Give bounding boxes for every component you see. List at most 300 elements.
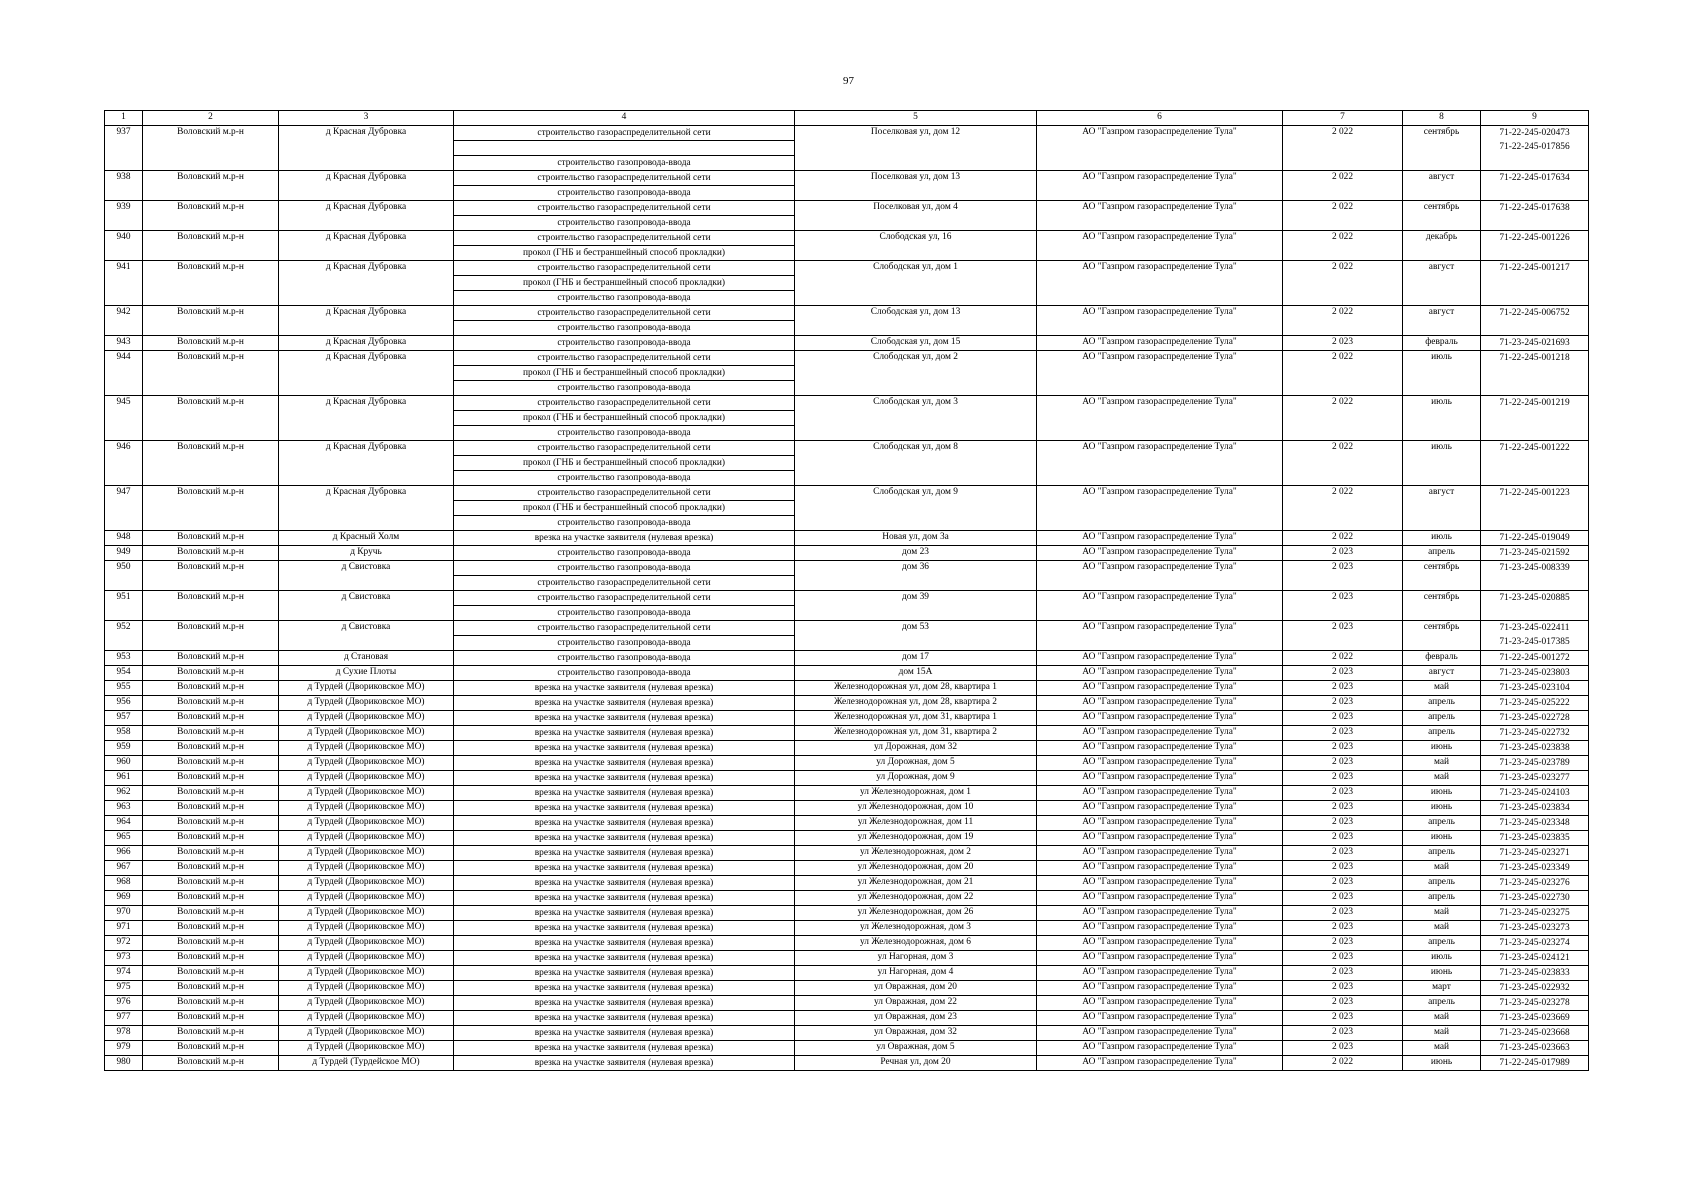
request-number-cell (1481, 921, 1589, 936)
table-row (105, 261, 1589, 306)
address-cell: Поселковая ул, дом 13 (795, 171, 1037, 201)
table-row (105, 681, 1589, 696)
work-item: прокол (ГНБ и бестраншейный способ прокладки) (454, 365, 794, 380)
work-item: врезка на участке заявителя (нулевая врезка) (534, 938, 714, 948)
table-row (105, 996, 1589, 1011)
work-item: строительство газораспределительной сети (537, 128, 711, 138)
organization-cell: АО "Газпром газораспределение Тула" (1037, 441, 1283, 486)
locality-cell: д Сухие Плоты (279, 666, 454, 681)
address-cell: ул Нагорная, дом 4 (795, 966, 1037, 981)
year-cell: 2 022 (1283, 396, 1403, 441)
year-cell: 2 023 (1283, 756, 1403, 771)
year-cell: 2 022 (1283, 201, 1403, 231)
locality-cell: д Свистовка (279, 561, 454, 591)
month-cell: июнь (1403, 966, 1481, 981)
locality-cell: д Кручь (279, 546, 454, 561)
district-cell: Воловский м.р-н (143, 1041, 279, 1056)
district-cell: Воловский м.р-н (143, 726, 279, 741)
district-cell: Воловский м.р-н (143, 396, 279, 441)
year-cell: 2 023 (1283, 846, 1403, 861)
month-cell: май (1403, 1041, 1481, 1056)
page-number: 97 (843, 75, 854, 87)
request-number-cell (1481, 786, 1589, 801)
column-header: 1 (105, 111, 143, 126)
month-cell: май (1403, 756, 1481, 771)
district-cell: Воловский м.р-н (143, 546, 279, 561)
works-cell (454, 546, 795, 561)
work-item: врезка на участке заявителя (нулевая врезка) (534, 683, 714, 693)
month-cell: июнь (1403, 741, 1481, 756)
district-cell: Воловский м.р-н (143, 1056, 279, 1071)
works-cell (454, 651, 795, 666)
organization-cell: АО "Газпром газораспределение Тула" (1037, 936, 1283, 951)
row-number-cell: 961 (105, 771, 143, 786)
table-row (105, 936, 1589, 951)
request-number-cell (1481, 771, 1589, 786)
row-number-cell: 946 (105, 441, 143, 486)
request-number-cell (1481, 831, 1589, 846)
organization-cell: АО "Газпром газораспределение Тула" (1037, 921, 1283, 936)
table-row (105, 951, 1589, 966)
month-cell: август (1403, 486, 1481, 531)
work-item: строительство газопровода-ввода (557, 668, 691, 678)
work-item: прокол (ГНБ и бестраншейный способ прокладки) (454, 455, 794, 470)
work-item: строительство газораспределительной сети (537, 623, 711, 633)
column-header: 5 (795, 111, 1037, 126)
work-item: строительство газораспределительной сети (537, 398, 711, 408)
row-number-cell: 972 (105, 936, 143, 951)
row-number-cell: 952 (105, 621, 143, 651)
work-item: строительство газопровода-ввода (454, 635, 794, 650)
district-cell: Воловский м.р-н (143, 261, 279, 306)
month-cell: июнь (1403, 831, 1481, 846)
organization-cell: АО "Газпром газораспределение Тула" (1037, 981, 1283, 996)
column-number-header-row (105, 111, 1589, 126)
year-cell: 2 022 (1283, 351, 1403, 396)
address-cell: ул Железнодорожная, дом 2 (795, 846, 1037, 861)
work-item: строительство газораспределительной сети (537, 353, 711, 363)
organization-cell: АО "Газпром газораспределение Тула" (1037, 591, 1283, 621)
work-item: строительство газопровода-ввода (557, 653, 691, 663)
row-number-cell: 977 (105, 1011, 143, 1026)
request-number-cell (1481, 726, 1589, 741)
row-number-cell: 942 (105, 306, 143, 336)
district-cell: Воловский м.р-н (143, 561, 279, 591)
year-cell: 2 022 (1283, 306, 1403, 336)
request-number: 71-23-245-023271 (1499, 848, 1570, 858)
request-number-cell (1481, 591, 1589, 621)
request-number: 71-23-245-021592 (1499, 548, 1570, 558)
request-number: 71-23-245-022732 (1499, 728, 1570, 738)
table-row (105, 696, 1589, 711)
works-cell (454, 1041, 795, 1056)
work-item: строительство газопровода-ввода (454, 155, 794, 170)
request-number: 71-23-245-021693 (1499, 338, 1570, 348)
table-row (105, 816, 1589, 831)
works-cell (454, 906, 795, 921)
request-number-cell (1481, 336, 1589, 351)
works-cell (454, 1056, 795, 1071)
district-cell: Воловский м.р-н (143, 966, 279, 981)
works-cell (454, 981, 795, 996)
address-cell: дом 36 (795, 561, 1037, 591)
request-number: 71-23-245-023838 (1499, 743, 1570, 753)
request-number: 71-23-245-020885 (1499, 593, 1570, 603)
district-cell: Воловский м.р-н (143, 651, 279, 666)
month-cell: сентябрь (1403, 561, 1481, 591)
work-item: врезка на участке заявителя (нулевая врезка) (534, 863, 714, 873)
locality-cell: д Красная Дубровка (279, 441, 454, 486)
request-number: 71-23-245-022932 (1499, 983, 1570, 993)
district-cell: Воловский м.р-н (143, 741, 279, 756)
request-number-cell (1481, 396, 1589, 441)
district-cell: Воловский м.р-н (143, 351, 279, 396)
address-cell: ул Железнодорожная, дом 19 (795, 831, 1037, 846)
row-number-cell: 950 (105, 561, 143, 591)
request-number: 71-23-245-024121 (1499, 953, 1570, 963)
organization-cell: АО "Газпром газораспределение Тула" (1037, 336, 1283, 351)
request-number-cell (1481, 756, 1589, 771)
address-cell: ул Железнодорожная, дом 22 (795, 891, 1037, 906)
organization-cell: АО "Газпром газораспределение Тула" (1037, 666, 1283, 681)
organization-cell: АО "Газпром газораспределение Тула" (1037, 1056, 1283, 1071)
row-number-cell: 954 (105, 666, 143, 681)
district-cell: Воловский м.р-н (143, 591, 279, 621)
request-number-cell (1481, 441, 1589, 486)
work-item: строительство газораспределительной сети (537, 488, 711, 498)
district-cell: Воловский м.р-н (143, 786, 279, 801)
locality-cell: д Турдей (Двориковское МО) (279, 966, 454, 981)
locality-cell: д Турдей (Двориковское МО) (279, 771, 454, 786)
address-cell: ул Дорожная, дом 9 (795, 771, 1037, 786)
year-cell: 2 022 (1283, 261, 1403, 306)
row-number-cell: 940 (105, 231, 143, 261)
month-cell: июль (1403, 441, 1481, 486)
table-row (105, 306, 1589, 336)
district-cell: Воловский м.р-н (143, 846, 279, 861)
organization-cell: АО "Газпром газораспределение Тула" (1037, 786, 1283, 801)
table-row (105, 921, 1589, 936)
request-number: 71-23-245-023349 (1499, 863, 1570, 873)
works-cell (454, 801, 795, 816)
month-cell: апрель (1403, 876, 1481, 891)
locality-cell: д Турдей (Двориковское МО) (279, 711, 454, 726)
request-number: 71-23-245-023273 (1499, 923, 1570, 933)
work-item: врезка на участке заявителя (нулевая врезка) (534, 878, 714, 888)
column-header: 6 (1037, 111, 1283, 126)
request-number-cell (1481, 816, 1589, 831)
work-item: врезка на участке заявителя (нулевая врезка) (534, 1013, 714, 1023)
district-cell: Воловский м.р-н (143, 531, 279, 546)
month-cell: апрель (1403, 936, 1481, 951)
table-row (105, 1041, 1589, 1056)
organization-cell: АО "Газпром газораспределение Тула" (1037, 1011, 1283, 1026)
row-number-cell: 941 (105, 261, 143, 306)
district-cell: Воловский м.р-н (143, 126, 279, 171)
year-cell: 2 023 (1283, 921, 1403, 936)
works-cell (454, 1011, 795, 1026)
address-cell: Слободская ул, дом 9 (795, 486, 1037, 531)
works-cell (454, 336, 795, 351)
locality-cell: д Красная Дубровка (279, 396, 454, 441)
request-number: 71-23-245-017385 (1499, 637, 1570, 647)
works-cell (454, 561, 795, 591)
row-number-cell: 960 (105, 756, 143, 771)
month-cell: апрель (1403, 546, 1481, 561)
organization-cell: АО "Газпром газораспределение Тула" (1037, 621, 1283, 651)
year-cell: 2 023 (1283, 591, 1403, 621)
row-number-cell: 968 (105, 876, 143, 891)
request-number: 71-22-245-017638 (1499, 203, 1570, 213)
year-cell: 2 023 (1283, 621, 1403, 651)
works-cell (454, 396, 795, 441)
works-cell (454, 876, 795, 891)
work-item: прокол (ГНБ и бестраншейный способ прокладки) (454, 275, 794, 290)
district-cell: Воловский м.р-н (143, 801, 279, 816)
year-cell: 2 023 (1283, 1011, 1403, 1026)
organization-cell: АО "Газпром газораспределение Тула" (1037, 1041, 1283, 1056)
month-cell: август (1403, 171, 1481, 201)
month-cell: сентябрь (1403, 621, 1481, 651)
request-number: 71-22-245-001226 (1499, 233, 1570, 243)
works-cell (454, 531, 795, 546)
work-item: строительство газораспределительной сети (537, 308, 711, 318)
request-number-cell (1481, 201, 1589, 231)
address-cell: Слободская ул, дом 2 (795, 351, 1037, 396)
month-cell: август (1403, 666, 1481, 681)
request-number-cell (1481, 1041, 1589, 1056)
table-row (105, 846, 1589, 861)
table-row (105, 771, 1589, 786)
request-number: 71-23-245-023833 (1499, 968, 1570, 978)
address-cell: Речная ул, дом 20 (795, 1056, 1037, 1071)
request-number: 71-23-245-023277 (1499, 773, 1570, 783)
address-cell: ул Овражная, дом 20 (795, 981, 1037, 996)
table-row (105, 711, 1589, 726)
year-cell: 2 023 (1283, 966, 1403, 981)
column-header: 3 (279, 111, 454, 126)
locality-cell: д Турдей (Двориковское МО) (279, 951, 454, 966)
request-number: 71-23-245-023668 (1499, 1028, 1570, 1038)
organization-cell: АО "Газпром газораспределение Тула" (1037, 651, 1283, 666)
month-cell: июнь (1403, 1056, 1481, 1071)
organization-cell: АО "Газпром газораспределение Тула" (1037, 876, 1283, 891)
organization-cell: АО "Газпром газораспределение Тула" (1037, 261, 1283, 306)
year-cell: 2 023 (1283, 936, 1403, 951)
works-cell (454, 861, 795, 876)
locality-cell: д Турдей (Двориковское МО) (279, 681, 454, 696)
request-number: 71-23-245-024103 (1499, 788, 1570, 798)
district-cell: Воловский м.р-н (143, 936, 279, 951)
year-cell: 2 023 (1283, 666, 1403, 681)
year-cell: 2 023 (1283, 696, 1403, 711)
year-cell: 2 023 (1283, 1026, 1403, 1041)
district-cell: Воловский м.р-н (143, 831, 279, 846)
month-cell: апрель (1403, 726, 1481, 741)
year-cell: 2 023 (1283, 681, 1403, 696)
row-number-cell: 938 (105, 171, 143, 201)
works-cell (454, 771, 795, 786)
locality-cell: д Красная Дубровка (279, 351, 454, 396)
work-item: строительство газопровода-ввода (557, 548, 691, 558)
year-cell: 2 023 (1283, 951, 1403, 966)
year-cell: 2 022 (1283, 441, 1403, 486)
work-item: строительство газораспределительной сети (537, 233, 711, 243)
organization-cell: АО "Газпром газораспределение Тула" (1037, 351, 1283, 396)
request-number: 71-23-245-023275 (1499, 908, 1570, 918)
table-row (105, 651, 1589, 666)
table-row (105, 831, 1589, 846)
table-row (105, 1011, 1589, 1026)
year-cell: 2 023 (1283, 996, 1403, 1011)
request-number-cell (1481, 261, 1589, 306)
work-item: строительство газопровода-ввода (454, 215, 794, 230)
address-cell: ул Железнодорожная, дом 11 (795, 816, 1037, 831)
month-cell: июль (1403, 351, 1481, 396)
table-row (105, 891, 1589, 906)
request-number-cell (1481, 666, 1589, 681)
year-cell: 2 022 (1283, 171, 1403, 201)
work-item: строительство газопровода-ввода (454, 290, 794, 305)
district-cell: Воловский м.р-н (143, 681, 279, 696)
district-cell: Воловский м.р-н (143, 621, 279, 651)
works-cell (454, 126, 795, 171)
gasification-register-table (104, 110, 1589, 1071)
work-item: строительство газопровода-ввода (454, 320, 794, 335)
work-item: врезка на участке заявителя (нулевая врезка) (534, 1058, 714, 1068)
district-cell: Воловский м.р-н (143, 861, 279, 876)
request-number-cell (1481, 966, 1589, 981)
request-number-cell (1481, 696, 1589, 711)
row-number-cell: 966 (105, 846, 143, 861)
locality-cell: д Турдей (Двориковское МО) (279, 906, 454, 921)
organization-cell: АО "Газпром газораспределение Тула" (1037, 696, 1283, 711)
month-cell: март (1403, 981, 1481, 996)
work-item: врезка на участке заявителя (нулевая врезка) (534, 833, 714, 843)
work-item: врезка на участке заявителя (нулевая врезка) (534, 713, 714, 723)
table-row (105, 531, 1589, 546)
address-cell: ул Овражная, дом 5 (795, 1041, 1037, 1056)
row-number-cell: 976 (105, 996, 143, 1011)
month-cell: май (1403, 1026, 1481, 1041)
year-cell: 2 023 (1283, 801, 1403, 816)
works-cell (454, 441, 795, 486)
request-number: 71-22-245-001223 (1499, 488, 1570, 498)
locality-cell: д Турдей (Двориковское МО) (279, 1041, 454, 1056)
request-number: 71-22-245-017634 (1499, 173, 1570, 183)
district-cell: Воловский м.р-н (143, 441, 279, 486)
table-row (105, 906, 1589, 921)
table-row (105, 171, 1589, 201)
work-item: врезка на участке заявителя (нулевая врезка) (534, 533, 714, 543)
request-number: 71-22-245-001272 (1499, 653, 1570, 663)
work-item: врезка на участке заявителя (нулевая врезка) (534, 968, 714, 978)
year-cell: 2 023 (1283, 561, 1403, 591)
organization-cell: АО "Газпром газораспределение Тула" (1037, 201, 1283, 231)
organization-cell: АО "Газпром газораспределение Тула" (1037, 306, 1283, 336)
locality-cell: д Свистовка (279, 621, 454, 651)
row-number-cell: 980 (105, 1056, 143, 1071)
request-number-cell (1481, 651, 1589, 666)
district-cell: Воловский м.р-н (143, 711, 279, 726)
request-number: 71-23-245-023834 (1499, 803, 1570, 813)
year-cell: 2 023 (1283, 831, 1403, 846)
district-cell: Воловский м.р-н (143, 336, 279, 351)
table-row (105, 441, 1589, 486)
month-cell: февраль (1403, 336, 1481, 351)
address-cell: Слободская ул, дом 1 (795, 261, 1037, 306)
organization-cell: АО "Газпром газораспределение Тула" (1037, 951, 1283, 966)
month-cell: июль (1403, 951, 1481, 966)
works-cell (454, 816, 795, 831)
row-number-cell: 971 (105, 921, 143, 936)
row-number-cell: 939 (105, 201, 143, 231)
year-cell: 2 022 (1283, 486, 1403, 531)
address-cell: ул Железнодорожная, дом 21 (795, 876, 1037, 891)
works-cell (454, 306, 795, 336)
row-number-cell: 973 (105, 951, 143, 966)
request-number-cell (1481, 1011, 1589, 1026)
work-item: строительство газопровода-ввода (454, 185, 794, 200)
locality-cell: д Турдей (Турдейское МО) (279, 1056, 454, 1071)
organization-cell: АО "Газпром газораспределение Тула" (1037, 171, 1283, 201)
request-number: 71-23-245-008339 (1499, 563, 1570, 573)
column-header: 7 (1283, 111, 1403, 126)
address-cell: ул Овражная, дом 23 (795, 1011, 1037, 1026)
request-number-cell (1481, 891, 1589, 906)
work-item: строительство газораспределительной сети (454, 575, 794, 590)
year-cell: 2 023 (1283, 726, 1403, 741)
month-cell: апрель (1403, 846, 1481, 861)
request-number-cell (1481, 531, 1589, 546)
month-cell: май (1403, 771, 1481, 786)
year-cell: 2 022 (1283, 651, 1403, 666)
locality-cell: д Турдей (Двориковское МО) (279, 861, 454, 876)
locality-cell: д Красная Дубровка (279, 336, 454, 351)
address-cell: ул Железнодорожная, дом 6 (795, 936, 1037, 951)
table-row (105, 396, 1589, 441)
request-number: 71-22-245-006752 (1499, 308, 1570, 318)
month-cell: май (1403, 681, 1481, 696)
district-cell: Воловский м.р-н (143, 666, 279, 681)
district-cell: Воловский м.р-н (143, 891, 279, 906)
table-row (105, 1026, 1589, 1041)
locality-cell: д Турдей (Двориковское МО) (279, 846, 454, 861)
works-cell (454, 996, 795, 1011)
table-row (105, 561, 1589, 591)
row-number-cell: 951 (105, 591, 143, 621)
locality-cell: д Турдей (Двориковское МО) (279, 891, 454, 906)
district-cell: Воловский м.р-н (143, 696, 279, 711)
address-cell: Слободская ул, 16 (795, 231, 1037, 261)
district-cell: Воловский м.р-н (143, 306, 279, 336)
month-cell: декабрь (1403, 231, 1481, 261)
request-number: 71-22-245-020473 (1499, 128, 1570, 138)
locality-cell: д Турдей (Двориковское МО) (279, 801, 454, 816)
month-cell: февраль (1403, 651, 1481, 666)
row-number-cell: 947 (105, 486, 143, 531)
work-item: строительство газораспределительной сети (537, 203, 711, 213)
row-number-cell: 949 (105, 546, 143, 561)
address-cell: ул Железнодорожная, дом 10 (795, 801, 1037, 816)
work-item: врезка на участке заявителя (нулевая врезка) (534, 983, 714, 993)
works-cell (454, 711, 795, 726)
request-number: 71-22-245-001219 (1499, 398, 1570, 408)
month-cell: май (1403, 1011, 1481, 1026)
request-number: 71-23-245-023348 (1499, 818, 1570, 828)
locality-cell: д Турдей (Двориковское МО) (279, 876, 454, 891)
request-number-cell (1481, 711, 1589, 726)
